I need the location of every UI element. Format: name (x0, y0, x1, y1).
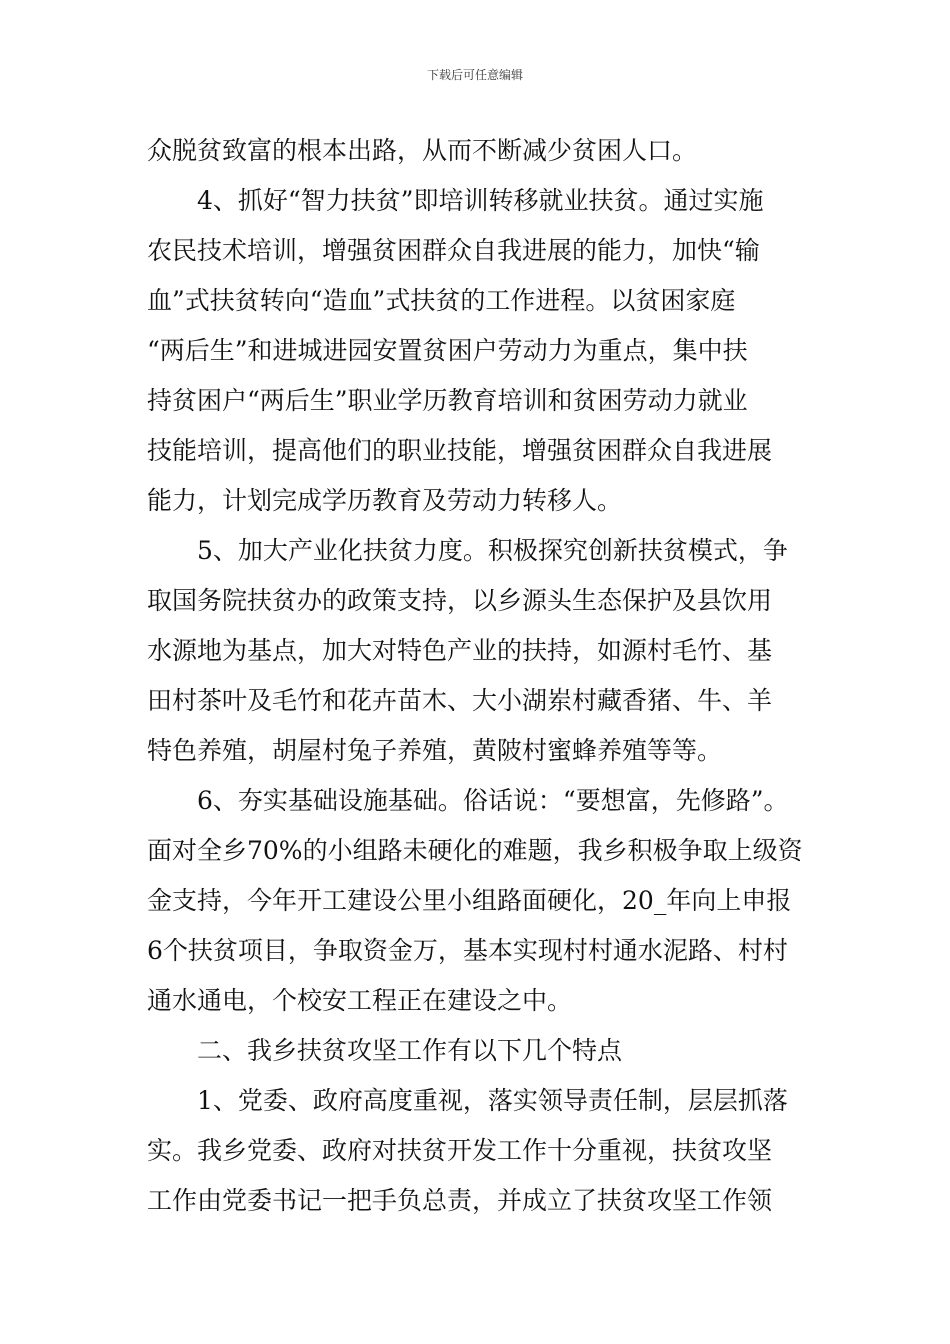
text-line: 能力，计划完成学历教育及劳动力转移人。 (147, 486, 623, 515)
text-line: 6、夯实基础设施基础。俗话说：“要想富，先修路”。 (197, 786, 789, 815)
text-line: 金支持，今年开工建设公里小组路面硬化，20_年向上申报 (147, 886, 792, 915)
text-line: 特色养殖，胡屋村兔子养殖，黄陂村蜜蜂养殖等等。 (147, 736, 723, 765)
text-line: 取国务院扶贫办的政策支持，以乡源头生态保护及县饮用 (147, 586, 773, 615)
text-line: 工作由党委书记一把手负总责，并成立了扶贫攻坚工作领 (147, 1186, 773, 1215)
text-line: 血”式扶贫转向“造血”式扶贫的工作进程。以贫困家庭 (147, 286, 736, 315)
text-line: 6个扶贫项目，争取资金万，基本实现村村通水泥路、村村 (147, 936, 788, 965)
text-line: 技能培训，提高他们的职业技能，增强贫困群众自我进展 (147, 436, 773, 465)
text-line: 1、党委、政府高度重视，落实领导责任制，层层抓落 (197, 1086, 788, 1115)
text-line: 实。我乡党委、政府对扶贫开发工作十分重视，扶贫攻坚 (147, 1136, 773, 1165)
text-line: 农民技术培训，增强贫困群众自我进展的能力，加快“输 (147, 236, 760, 265)
page-header: 下载后可任意编辑 (426, 68, 523, 82)
text-line: 二、我乡扶贫攻坚工作有以下几个特点 (197, 1036, 623, 1065)
text-line: 水源地为基点，加大对特色产业的扶持，如源村毛竹、基 (147, 636, 773, 665)
text-line: “两后生”和进城进园安置贫困户劳动力为重点，集中扶 (147, 336, 748, 365)
document-body (147, 126, 817, 1226)
text-line: 5、加大产业化扶贫力度。积极探究创新扶贫模式，争 (197, 536, 788, 565)
text-line: 众脱贫致富的根本出路，从而不断减少贫困人口。 (147, 136, 698, 165)
text-line: 面对全乡70%的小组路未硬化的难题，我乡积极争取上级资 (147, 836, 803, 865)
text-line: 4、抓好“智力扶贫”即培训转移就业扶贫。通过实施 (197, 186, 764, 215)
text-line: 田村茶叶及毛竹和花卉苗木、大小湖岽村藏香猪、牛、羊 (147, 686, 773, 715)
text-line: 通水通电，个校安工程正在建设之中。 (147, 986, 573, 1015)
text-line: 持贫困户“两后生”职业学历教育培训和贫困劳动力就业 (147, 386, 748, 415)
